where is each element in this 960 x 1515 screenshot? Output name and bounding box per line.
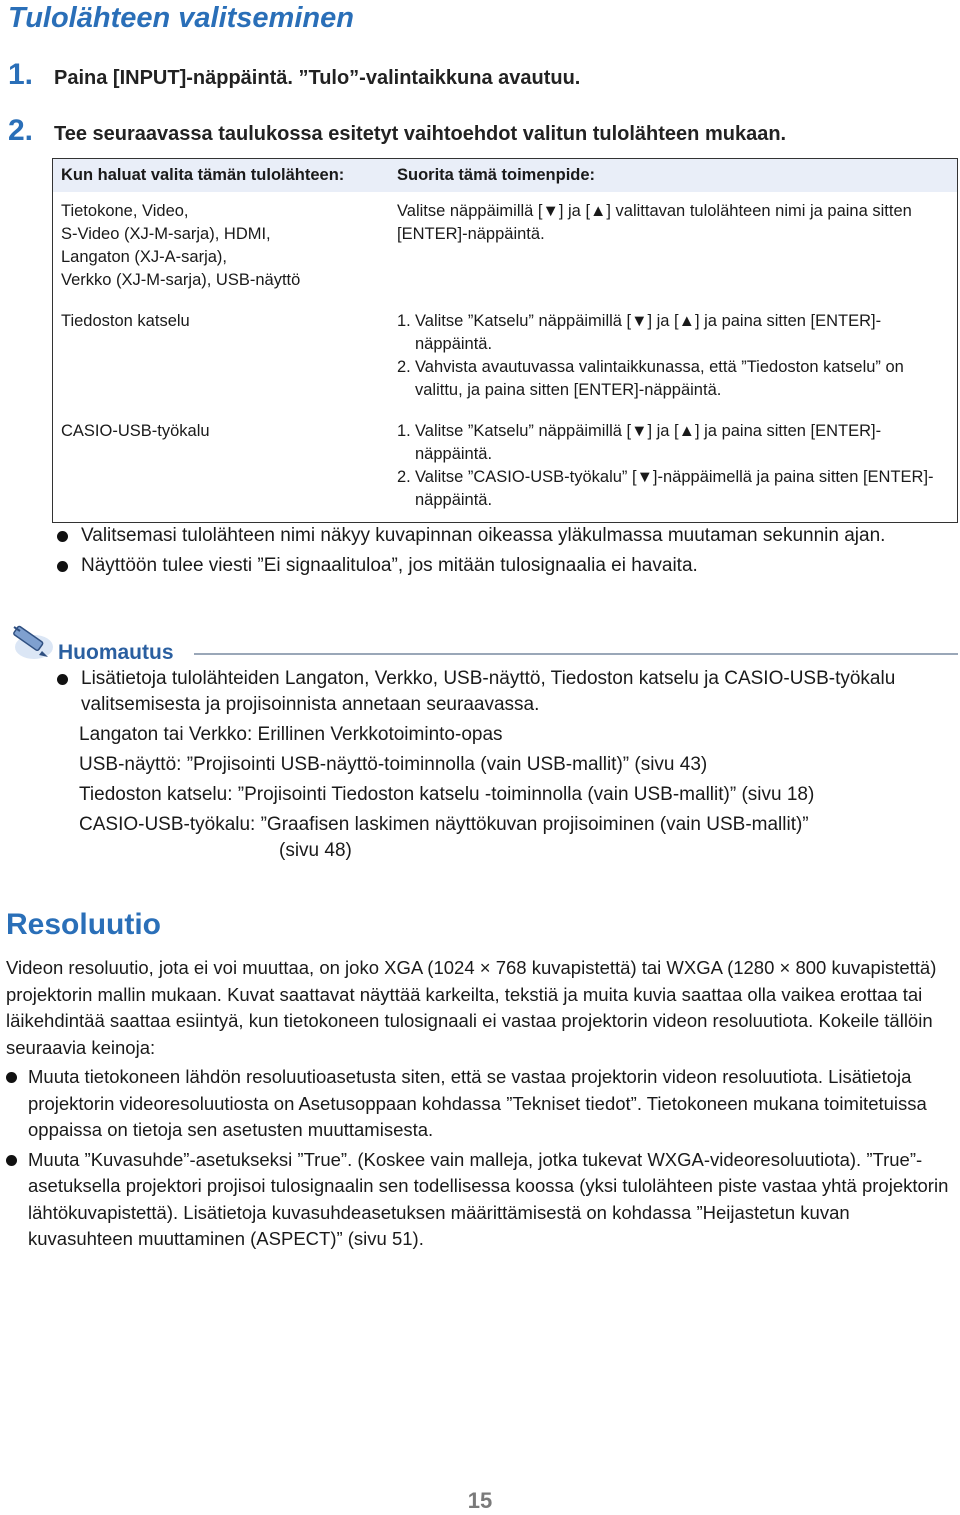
note-divider (194, 653, 958, 655)
note-header (4, 617, 958, 667)
step-text: Paina [INPUT]-näppäintä. ”Tulo”-valintaikkuna avautuu. (54, 67, 581, 89)
reference-line: (sivu 48) (279, 840, 352, 861)
step-2 (8, 114, 786, 148)
source-line: Verkko (XJ-M-sarja), USB-näyttö (61, 271, 301, 289)
table-row (53, 302, 958, 412)
bullet-icon (57, 561, 68, 572)
list-item: Näyttöön tulee viesti ”Ei signaalituloa”, jos mitään tulosignaalia ei havaita. (57, 553, 937, 579)
step-1 (8, 58, 580, 92)
bullet-icon (6, 1072, 17, 1083)
action-step: 1. Valitse ”Katselu” näppäimillä [▼] ja [▲] ja paina sitten [ENTER]-näppäintä. (397, 422, 882, 463)
table-cell-source: Tiedoston katselu (53, 302, 390, 412)
note-pencil-icon (8, 617, 56, 665)
action-step: 1. Valitse ”Katselu” näppäimillä [▼] ja [▲] ja paina sitten [ENTER]-näppäintä. (397, 312, 882, 353)
table-header-source: Kun haluat valita tämän tulolähteen: (53, 159, 390, 193)
note-references (79, 722, 814, 864)
table-cell-action (389, 302, 958, 412)
action-step: 2. Vahvista avautuvassa valintaikkunassa, että ”Tiedoston katselu” on valittu, ja paina sitten [ENTER]-näppäintä. (397, 358, 904, 399)
page-number: 15 (467, 1488, 493, 1513)
reference-line: USB-näyttö: ”Projisointi USB-näyttö-toiminnolla (vain USB-mallit)” (sivu 43) (79, 754, 708, 775)
list-item: Muuta tietokoneen lähdön resoluutioasetusta siten, että se vastaa projektorin videon resoluutiota. Lisätietoja projektorin videoresoluutiosta on Asetusoppaan kohdassa ”Tekniset tiedot”. Tietokoneen mukana toimitetuissa oppaissa on tietoja sen asetusten muuttamisesta. (6, 1064, 951, 1144)
note-bullets (57, 666, 937, 722)
reference-line: CASIO-USB-työkalu: ”Graafisen laskimen näyttökuvan projisoiminen (vain USB-mallit)” (79, 814, 809, 835)
section-heading: Resoluutio (6, 908, 161, 941)
step-number: 2. (8, 114, 34, 147)
resolution-bullets (6, 1064, 951, 1256)
reference-line: Tiedoston katselu: ”Projisointi Tiedoston katselu -toiminnolla (vain USB-mallit)” (sivu 18) (79, 784, 815, 805)
table-row (53, 192, 958, 302)
table-row (53, 412, 958, 523)
source-line: Tietokone, Video, (61, 202, 189, 220)
list-item: Valitsemasi tulolähteen nimi näkyy kuvapinnan oikeassa yläkulmassa muutaman sekunnin ajan. (57, 523, 937, 549)
note-label: Huomautus (58, 641, 174, 664)
step-text: Tee seuraavassa taulukossa esitetyt vaihtoehdot valitun tulolähteen mukaan. (54, 123, 787, 145)
source-line: Langaton (XJ-A-sarja), (61, 248, 227, 266)
table-header-action: Suorita tämä toimenpide: (389, 159, 958, 193)
table-cell-source: CASIO-USB-työkalu (53, 412, 390, 523)
reference-line: Langaton tai Verkko: Erillinen Verkkotoiminto-opas (79, 724, 503, 745)
info-bullets (57, 523, 937, 583)
bullet-icon (57, 674, 68, 685)
table-cell-action (389, 412, 958, 523)
page-title: Tulolähteen valitseminen (8, 2, 354, 34)
list-item: Muuta ”Kuvasuhde”-asetukseksi ”True”. (Koskee vain malleja, jotka tukevat WXGA-videoresoluutiota). ”True”-asetuksella projektori projisoi tulosignaalin sen todellisessa koossa (yksi tulolähteen piste vastaa yhtä projektorin lähtökuvapistettä). Lisätietoja kuvasuhdeasetuksen määrittämisestä on kohdassa ”Heijastetun kuvan kuvasuhteen muuttaminen (ASPECT)” (sivu 51). (6, 1147, 951, 1253)
table-cell-source (53, 192, 390, 302)
resolution-paragraph: Videon resoluutio, jota ei voi muuttaa, on joko XGA (1024 × 768 kuvapistettä) tai WXGA (1280 × 800 kuvapistettä) projektorin mallin mukaan. Kuvat saattavat näyttää karkeilta, tekstiä ja muita kuvia saattaa olla vaikea erottaa tai läikehdintää saattaa esiintyä, kun tietokoneen tulosignaali ei vastaa projektorin videon resoluutiota. Kokeile tällöin seuraavia keinoja: (6, 957, 937, 1058)
list-item: Lisätietoja tulolähteiden Langaton, Verkko, USB-näyttö, Tiedoston katselu ja CASIO-USB-työkalu valitsemisesta ja projisoinnista annetaan seuraavassa. (57, 666, 937, 718)
step-number: 1. (8, 58, 34, 91)
input-source-table (52, 158, 958, 523)
action-step: 2. Valitse ”CASIO-USB-työkalu” [▼]-näppäimellä ja paina sitten [ENTER]-näppäintä. (397, 468, 934, 509)
table-cell-action: Valitse näppäimillä [▼] ja [▲] valittavan tulolähteen nimi ja paina sitten [ENTER]-näppäintä. (389, 192, 958, 302)
bullet-icon (6, 1155, 17, 1166)
source-line: S-Video (XJ-M-sarja), HDMI, (61, 225, 271, 243)
bullet-icon (57, 531, 68, 542)
